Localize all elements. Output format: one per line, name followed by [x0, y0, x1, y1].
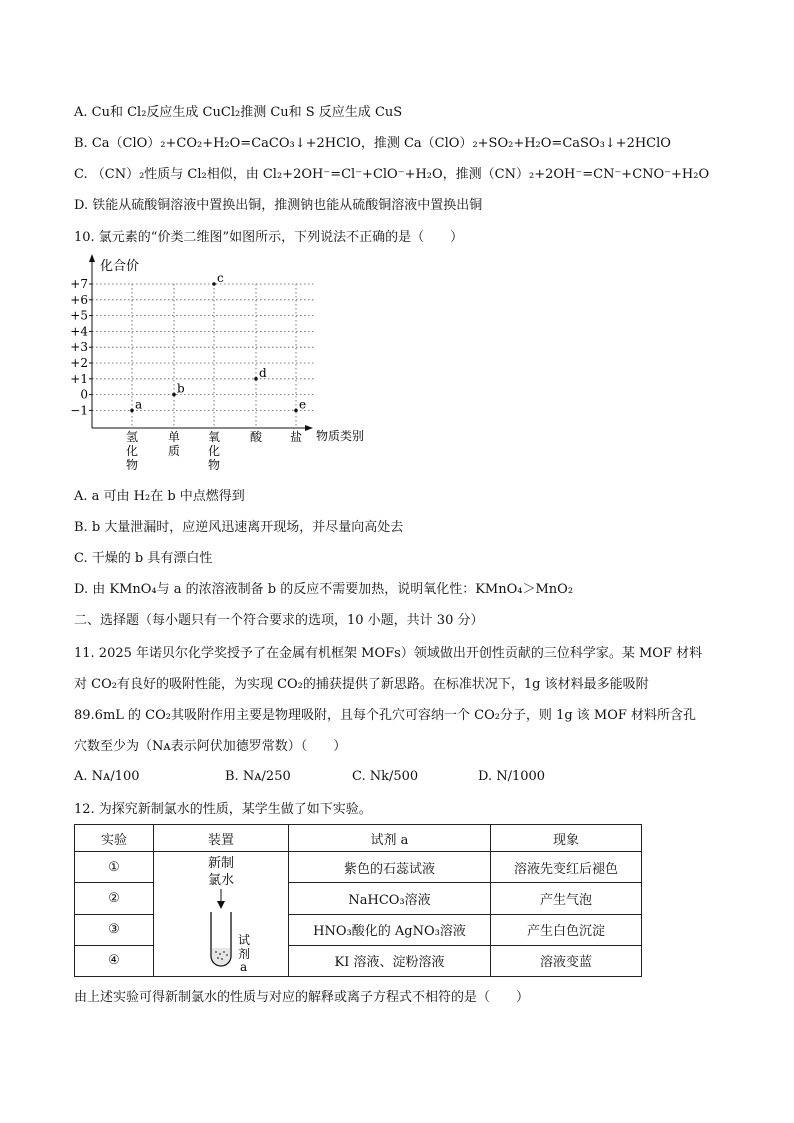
y-axis-arrow	[89, 254, 95, 262]
test-tube-diagram	[154, 852, 288, 976]
x-category-label: 氧	[207, 430, 221, 444]
x-category-label: 物	[207, 458, 221, 472]
data-point-label-d: d	[259, 365, 267, 380]
table-header-row	[75, 825, 642, 852]
y-tick-label: −1	[70, 403, 88, 418]
header-reagent: 试剂 a	[289, 825, 491, 852]
q9-option-b: B. Ca（ClO）₂+CO₂+H₂O=CaCO₃↓+2HClO，推测 Ca（ClO）₂+SO₂+H₂O=CaSO₃↓+2HClO	[74, 136, 671, 151]
data-point-a	[130, 409, 134, 413]
y-tick-label: +3	[70, 340, 88, 355]
q11-option-b: B. Nᴀ/250	[225, 769, 291, 784]
y-tick-label: +6	[70, 292, 88, 307]
x-axis-label: 物质类别	[316, 429, 365, 443]
apparatus-cell	[154, 852, 289, 977]
apparatus-label-reagent-3: a	[240, 960, 248, 974]
y-axis-label: 化合价	[100, 259, 140, 274]
section-2-heading: 二、选择题（每小题只有一个符合要求的选项，10 小题，共计 30 分）	[74, 613, 484, 628]
phenomenon-cell: 产生气泡	[491, 883, 642, 914]
row-number: ②	[75, 883, 154, 914]
q9-option-d: D. 铁能从硫酸铜溶液中置换出铜，推测钠也能从硫酸铜溶液中置换出铜	[74, 198, 483, 213]
x-axis-arrow	[305, 425, 313, 431]
q10-option-b: B. b 大量泄漏时，应逆风迅速离开现场，并尽量向高处去	[74, 520, 404, 535]
q10-option-d: D. 由 KMnO₄与 a 的浓溶液制备 b 的反应不需要加热，说明氧化性：KMnO₄＞MnO₂	[74, 582, 574, 597]
liquid-fill	[212, 948, 230, 965]
q11-line-4: 穴数至少为（Nᴀ表示阿伏加德罗常数）（ ）	[74, 739, 347, 754]
data-point-c	[212, 282, 216, 286]
q11-line-3: 89.6mL 的 CO₂其吸附作用主要是物理吸附，且每个孔穴可容纳一个 CO₂分子，则 1g 该 MOF 材料所含孔	[74, 708, 697, 723]
data-point-d	[254, 377, 258, 381]
reagent-cell: HNO₃酸化的 AgNO₃溶液	[289, 914, 491, 945]
apparatus-label-new: 新制	[207, 856, 235, 871]
y-tick-label: +5	[70, 308, 88, 323]
data-point-label-b: b	[177, 381, 185, 396]
y-tick-label: +4	[70, 324, 88, 339]
phenomenon-cell: 溶液先变红后褪色	[491, 852, 642, 883]
q12-stem: 12. 为探究新制氯水的性质，某学生做了如下实验。	[74, 802, 372, 817]
data-point-b	[172, 393, 176, 397]
x-category-label: 化	[125, 444, 139, 458]
arrow-down-icon	[217, 901, 225, 909]
data-point-e	[294, 409, 298, 413]
q9-option-a: A. Cu和 Cl₂反应生成 CuCl₂推测 Cu和 S 反应生成 CuS	[74, 105, 403, 120]
q11-option-d: D. N/1000	[478, 769, 546, 784]
x-category-label: 单	[167, 430, 181, 444]
phenomenon-cell: 溶液变蓝	[491, 945, 642, 976]
reagent-cell: 紫色的石蕊试液	[289, 852, 491, 883]
valence-class-chart	[70, 250, 400, 475]
q10-option-a: A. a 可由 H₂在 b 中点燃得到	[74, 489, 245, 504]
q9-option-c: C. （CN）₂性质与 Cl₂相似，由 Cl₂+2OH⁻=Cl⁻+ClO⁻+H₂O，推测（CN）₂+2OH⁻=CN⁻+CNO⁻+H₂O	[74, 167, 710, 182]
x-category-label: 酸	[249, 430, 263, 444]
x-category-label: 氢	[125, 430, 139, 444]
y-tick-label: 0	[80, 387, 88, 402]
phenomenon-cell: 产生白色沉淀	[491, 914, 642, 945]
apparatus-label-chlorine-water: 氯水	[207, 873, 235, 888]
q12-tail: 由上述实验可得新制氯水的性质与对应的解释或离子方程式不相符的是（ ）	[74, 990, 530, 1005]
y-tick-label: +2	[70, 356, 88, 370]
row-number: ④	[75, 945, 154, 976]
q11-line-1: 11. 2025 年诺贝尔化学奖授予了在金属有机框架 MOFs）领域做出开创性贡献的三位科学家。某 MOF 材料	[74, 646, 703, 661]
apparatus-label-reagent-1: 试	[238, 933, 251, 947]
y-tick-label: +1	[70, 371, 88, 386]
reagent-cell: NaHCO₃溶液	[289, 883, 491, 914]
q11-option-a: A. Nᴀ/100	[74, 769, 140, 784]
header-phenomenon: 现象	[491, 825, 642, 852]
q11-line-2: 对 CO₂有良好的吸附性能，为实现 CO₂的捕获提供了新思路。在标准状况下，1g 该材料最多能吸附	[74, 677, 649, 692]
y-tick-label: +7	[70, 277, 88, 291]
header-experiment: 实验	[75, 825, 154, 852]
data-point-label-a: a	[135, 397, 143, 412]
reagent-cell: KI 溶液、淀粉溶液	[289, 945, 491, 976]
table-row	[75, 852, 642, 883]
q11-option-c: C. Nk/500	[352, 769, 419, 784]
apparatus-label-reagent-2: 剂	[238, 947, 251, 961]
x-category-label: 物	[125, 458, 139, 472]
data-point-label-c: c	[217, 271, 224, 285]
header-apparatus: 装置	[154, 825, 289, 852]
row-number: ③	[75, 914, 154, 945]
x-category-label: 化	[207, 444, 221, 458]
row-number: ①	[75, 852, 154, 883]
data-point-label-e: e	[299, 397, 307, 412]
experiment-table	[74, 824, 642, 977]
q10-stem: 10. 氯元素的“价类二维图”如图所示，下列说法不正确的是（ ）	[74, 230, 464, 245]
q10-option-c: C. 干燥的 b 具有漂白性	[74, 551, 213, 566]
x-category-label: 质	[167, 444, 181, 458]
x-category-label: 盐	[289, 430, 303, 444]
